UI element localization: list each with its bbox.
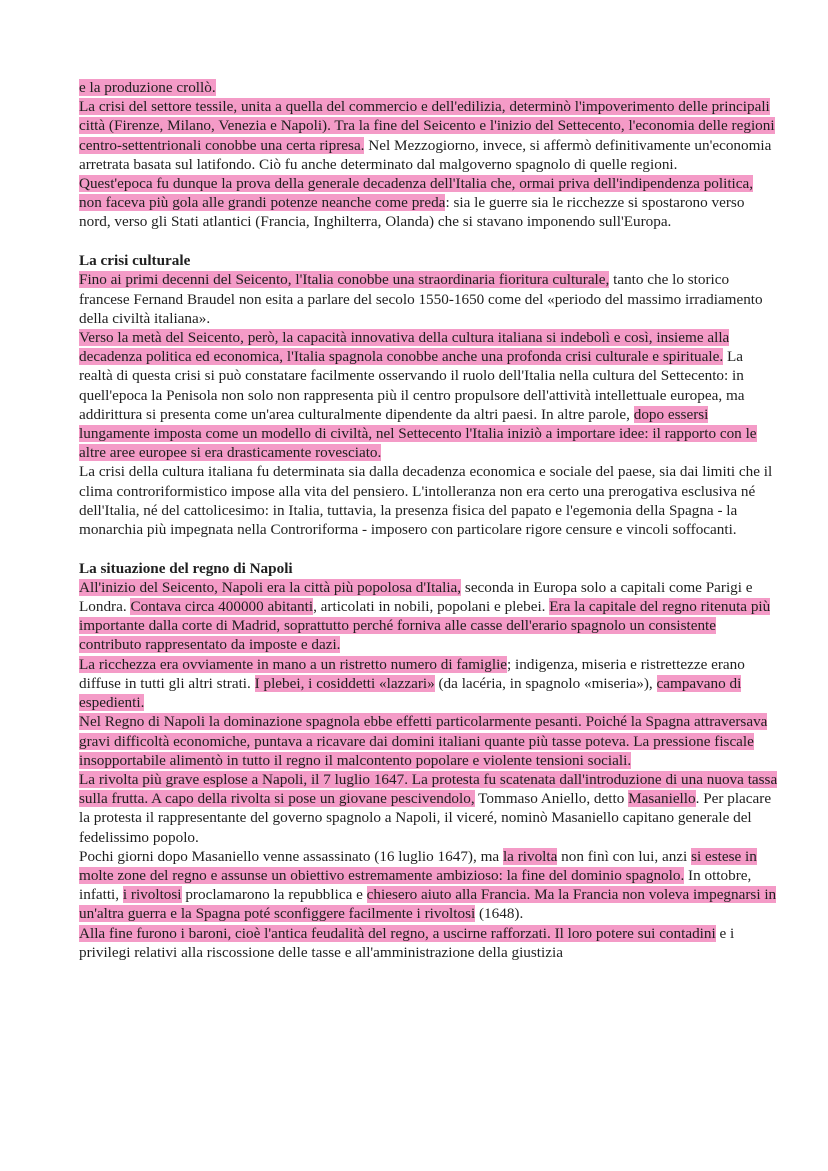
- highlighted-text: Contava circa 400000 abitanti: [130, 598, 314, 616]
- paragraph: [79, 462, 778, 539]
- text-segment: In ottobre, infatti,: [79, 866, 752, 904]
- text-segment: , articolati in nobili, popolani e plebei.: [313, 598, 550, 616]
- highlighted-text: All'inizio del Seicento, Napoli era la città più popolosa d'Italia,: [79, 578, 462, 596]
- highlighted-text: Quest'epoca fu dunque la prova della generale decadenza dell'Italia che, ormai priva dell'indipendenza politica, non faceva più gola alle grandi potenze neanche come preda: [79, 175, 754, 212]
- text-segment: e i privilegi relativi alla riscossione delle tasse e all'amministrazione della giustizia: [79, 924, 735, 961]
- text-segment: Tommaso Aniello, detto: [474, 790, 629, 808]
- text-segment: tanto che lo storico francese Fernand Braudel non esita a parlare del secolo 1550-1650 come del «periodo del massimo irradiamento della civiltà italiana».: [79, 271, 763, 327]
- text-segment: (da lacéria, in spagnolo «miseria»),: [434, 674, 657, 692]
- paragraph: [79, 328, 778, 462]
- paragraph: [79, 712, 778, 770]
- highlighted-text: campavano di espedienti.: [79, 674, 742, 712]
- paragraph: [79, 97, 778, 174]
- text-segment: Nel Mezzogiorno, invece, si affermò definitivamente un'economia arretrata basata sul latifondo. Ciò fu anche determinato dal malgoverno spagnolo di quelle regioni.: [79, 136, 772, 173]
- paragraph: [79, 174, 778, 232]
- section-heading: La situazione del regno di Napoli: [79, 559, 293, 577]
- text-segment: La crisi della cultura italiana fu determinata sia dalla decadenza economica e sociale del paese, sia dai limiti che il clima controriformistico impose alla vita del pensiero. L'intolleranza non era certo una prerogativa esclusiva né dell'Italia, né del cattolicesimo: in Italia, tuttavia, la presenza fisica del papato e l'egemonia della Spagna - la monarchia più impegnata nella Controriforma - imposero con particolare rigore censure e vincoli soffocanti.: [79, 463, 773, 538]
- text-segment: . Per placare la protesta il rappresentante del governo spagnolo a Napoli, il viceré, nominò Masaniello capitano generale del fedelissimo popolo.: [79, 790, 772, 846]
- text-segment: non finì con lui, anzi: [557, 847, 692, 865]
- paragraph: [79, 578, 778, 655]
- highlighted-text: Alla fine furono i baroni, cioè l'antica feudalità del regno, a uscirne rafforzati. Il loro potere sui contadini: [79, 924, 716, 942]
- paragraph: [79, 270, 778, 328]
- document-body: [79, 78, 778, 962]
- section-heading: La crisi culturale: [79, 252, 191, 270]
- highlighted-text: si estese in molte zone del regno e assunse un obiettivo estremamente ambizioso: la fine del dominio spagnolo.: [79, 847, 757, 884]
- highlighted-text: Verso la metà del Seicento, però, la capacità innovativa della cultura italiana si indebolì e così, insieme alla decadenza politica ed economica, l'Italia spagnola conobbe anche una profonda crisi culturale e spirituale.: [79, 328, 730, 366]
- highlighted-text: Era la capitale del regno ritenuta più importante dalla corte di Madrid, soprattutto perché forniva alle casse dell'erario spagnolo un consistente contributo rappresentato da imposte e dazi.: [79, 598, 771, 654]
- text-segment: proclamarono la repubblica e: [181, 886, 367, 904]
- highlighted-text: i rivoltosi: [122, 886, 182, 904]
- highlighted-text: e la produzione crollò.: [79, 79, 216, 96]
- text-segment: La realtà di questa crisi si può constatare facilmente osservando il ruolo dell'Italia nella cultura del Settecento: in quell'epoca la Penisola non solo non rappresenta più il centro propulsore dell'attività intellettuale europea, ma addirittura si presenta come un'area culturalmente dipendente da altri paesi. In altre parole,: [79, 348, 745, 423]
- paragraph: [79, 770, 778, 847]
- text-segment: ; indigenza, miseria e ristrettezze erano diffuse in tutti gli altri strati.: [79, 655, 745, 692]
- highlighted-text: dopo essersi lungamente imposta come un modello di civiltà, nel Settecento l'Italia iniziò a importare idee: il rapporto con le altre aree europee si era drasticamente rovesciato.: [79, 405, 757, 462]
- paragraph: [79, 655, 778, 713]
- paragraph: [79, 78, 778, 97]
- highlighted-text: La rivolta più grave esplose a Napoli, il 7 luglio 1647. La protesta fu scatenata dall'introduzione di una nuova tassa sulla frutta. A capo della rivolta si pose un giovane pescivendolo,: [79, 770, 778, 808]
- text-segment: seconda in Europa solo a capitali come Parigi e Londra.: [79, 578, 753, 616]
- highlighted-text: Masaniello: [628, 790, 696, 808]
- paragraph: [79, 847, 778, 924]
- text-segment: Pochi giorni dopo Masaniello venne assassinato (16 luglio 1647), ma: [79, 847, 503, 865]
- highlighted-text: La ricchezza era ovviamente in mano a un ristretto numero di famiglie: [79, 655, 508, 673]
- highlighted-text: Nel Regno di Napoli la dominazione spagnola ebbe effetti particolarmente pesanti. Poiché la Spagna attraversava gravi difficoltà economiche, puntava a ricavare dai domini italiani quante più tasse poteva. La pressione fiscale insopportabile alimentò in tutto il regno il malcontento popolare e violente tensioni sociali.: [79, 713, 768, 769]
- text-segment: (1648).: [475, 905, 524, 923]
- highlighted-text: Fino ai primi decenni del Seicento, l'Italia conobbe una straordinaria fioritura culturale,: [79, 271, 610, 289]
- highlighted-text: la rivolta: [502, 847, 558, 865]
- text-segment: : sia le guerre sia le ricchezze si spostarono verso nord, verso gli Stati atlantici (Francia, Inghilterra, Olanda) che si stavano imponendo sull'Europa.: [79, 194, 745, 231]
- highlighted-text: I plebei, i cosiddetti «lazzari»: [254, 674, 435, 692]
- paragraph: [79, 924, 778, 962]
- highlighted-text: La crisi del settore tessile, unita a quella del commercio e dell'edilizia, determinò l'impoverimento delle principali città (Firenze, Milano, Venezia e Napoli). Tra la fine del Seicento e l'inizio del Settecento, l'economia delle regioni centro-settentrionali conobbe una certa ripresa.: [79, 98, 775, 154]
- highlighted-text: chiesero aiuto alla Francia. Ma la Francia non voleva impegnarsi in un'altra guerra e la Spagna poté sconfiggere facilmente i rivoltosi: [79, 886, 777, 923]
